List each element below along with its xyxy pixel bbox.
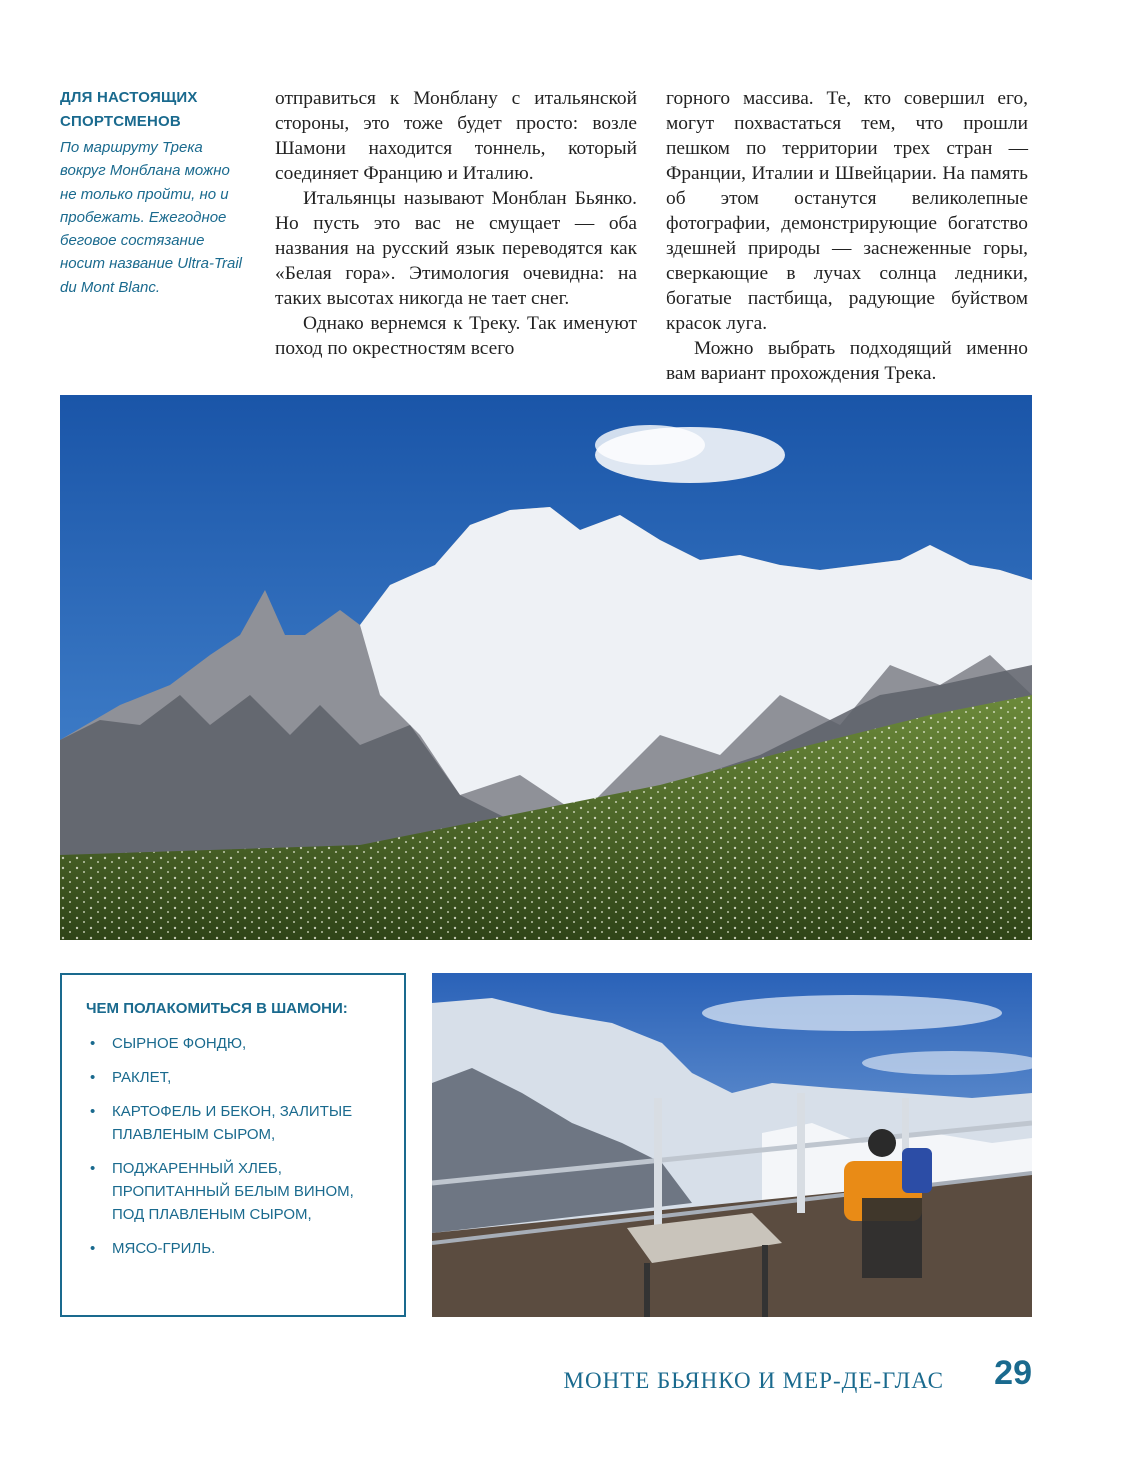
article-column-2 — [666, 86, 1028, 386]
paragraph: Можно выбрать подходящий именно вам вариант прохождения Трека. — [666, 338, 1028, 384]
paragraph: горного массива. Те, кто совершил его, могут похвастаться тем, что прошли пешком по территории трех стран — Франции, Италии и Швейцарии. На память об этом останутся великолепные фотографии, демонстрирующие богатство здешней природы — заснеженные горы, сверкающие в лучах солнца ледники, богатые пастбища, радующие буйством красок луга. — [666, 88, 1028, 334]
list-item — [86, 1237, 382, 1260]
bullet-icon: • — [90, 1240, 96, 1257]
food-item-text: КАРТОФЕЛЬ И БЕКОН, ЗАЛИТЫЕ ПЛАВЛЕНЫМ СЫРОМ, — [112, 1103, 353, 1143]
sidebar-text: По маршруту Трека вокруг Монблана можно не только пройти, но и пробежать. Ежегодное беговое состязание носит название Ultra-Trail du Mont Blanc. — [60, 139, 243, 296]
food-item-text: РАКЛЕТ, — [112, 1069, 172, 1086]
bullet-icon: • — [90, 1160, 96, 1177]
list-item — [86, 1066, 382, 1089]
page-number: 29 — [994, 1354, 1032, 1392]
food-item-text: ПОДЖАРЕННЫЙ ХЛЕБ, ПРОПИТАННЫЙ БЕЛЫМ ВИНОМ, ПОД ПЛАВЛЕНЫМ СЫРОМ, — [112, 1160, 354, 1223]
list-item — [86, 1157, 382, 1226]
sidebar-note — [60, 86, 246, 299]
paragraph: отправиться к Монблану с итальянской стороны, это тоже будет просто: возле Шамони находится тоннель, который соединяет Францию и Италию. — [275, 88, 637, 184]
list-item — [86, 1032, 382, 1055]
food-item-text: СЫРНОЕ ФОНДЮ, — [112, 1035, 247, 1052]
mont-blanc-photo — [60, 395, 1032, 940]
food-box-title: ЧЕМ ПОЛАКОМИТЬСЯ В ШАМОНИ: — [86, 1000, 348, 1017]
food-item-text: МЯСО-ГРИЛЬ. — [112, 1240, 216, 1257]
bullet-icon: • — [90, 1069, 96, 1086]
section-title: МОНТЕ БЬЯНКО И МЕР-ДЕ-ГЛАС — [563, 1368, 944, 1393]
article-column-1 — [275, 86, 637, 361]
list-item — [86, 1100, 382, 1146]
paragraph: Итальянцы называют Монблан Бьянко. Но пусть это вас не смущает — оба названия на русский язык переводятся как «Белая гора». Этимология очевидна: на таких высотах никогда не тает снег. — [275, 188, 637, 309]
paragraph: Однако вернемся к Треку. Так именуют поход по окрестностям всего — [275, 313, 637, 359]
terrace-photo — [432, 973, 1032, 1317]
bullet-icon: • — [90, 1035, 96, 1052]
bullet-icon: • — [90, 1103, 96, 1120]
food-list — [86, 1032, 382, 1260]
food-info-box — [60, 973, 406, 1317]
sidebar-title: ДЛЯ НАСТОЯЩИХ СПОРТСМЕНОВ — [60, 89, 198, 130]
